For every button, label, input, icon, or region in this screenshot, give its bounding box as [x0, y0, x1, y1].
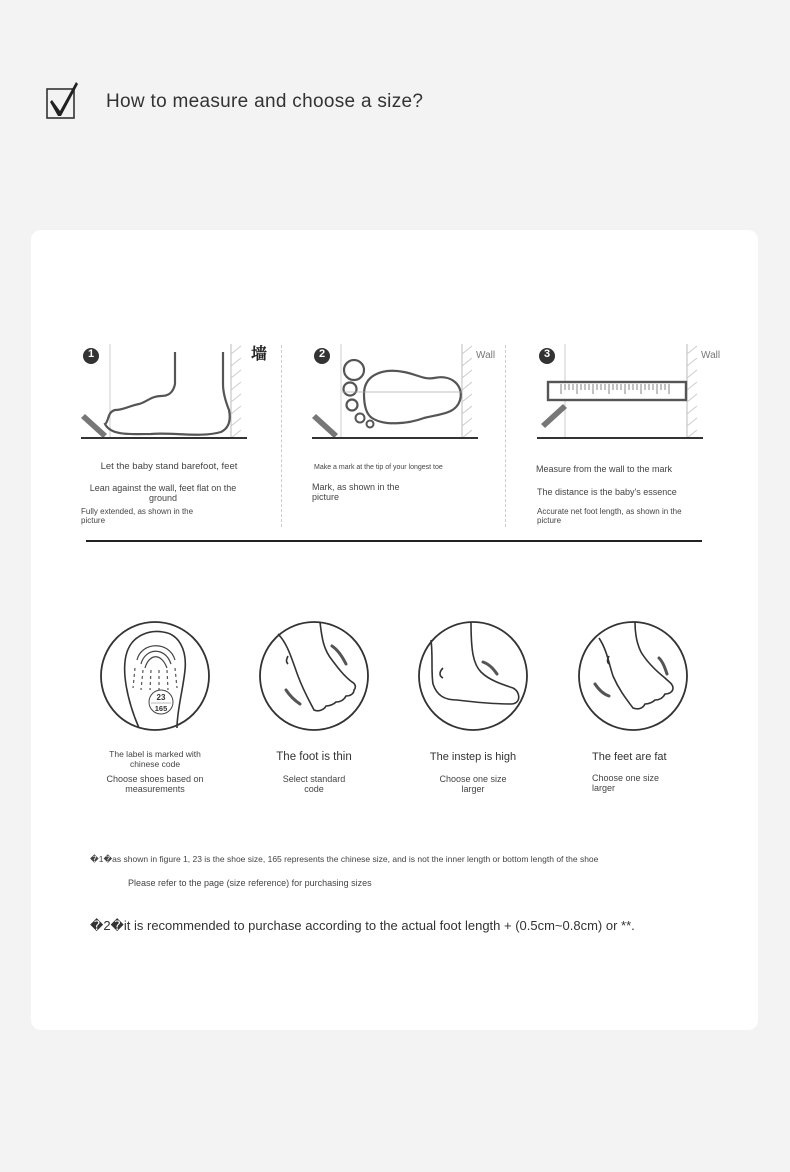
step-3-line2: The distance is the baby's essence	[537, 487, 677, 497]
label-shoe-size: 23	[156, 693, 166, 702]
foot-type-fat-illustration	[577, 620, 689, 732]
size-guide-card	[31, 230, 758, 1030]
divider-dashed-2	[505, 345, 506, 527]
foot-type-high-instep-illustration	[417, 620, 529, 732]
foot-type-label-illustration	[99, 620, 211, 732]
note-1: �1�as shown in figure 1, 23 is the shoe size, 165 represents the chinese size, and is not the inner length or bottom length of the shoe	[90, 854, 599, 864]
foot-type-2-desc: Select standard code	[282, 774, 346, 795]
divider-dashed-1	[281, 345, 282, 527]
foot-type-4-desc: Choose one size larger	[592, 773, 660, 794]
step-3-number: 3	[543, 348, 551, 360]
foot-type-3-desc: Choose one size larger	[439, 774, 507, 795]
foot-type-4-title: The feet are fat	[592, 751, 667, 763]
foot-type-1-title: The label is marked with chinese code	[109, 749, 201, 769]
foot-type-3-title: The instep is high	[429, 751, 517, 763]
foot-type-thin-illustration	[258, 620, 370, 732]
section-divider	[86, 540, 702, 542]
step-2-wall-label: Wall	[476, 350, 496, 361]
step-1-line3: Fully extended, as shown in the picture	[81, 507, 194, 526]
step-2-line1: Make a mark at the tip of your longest toe	[314, 464, 443, 471]
label-chinese-size: 165	[154, 704, 168, 713]
note-2: �2�it is recommended to purchase according to the actual foot length + (0.5cm~0.8cm) or **.	[90, 918, 635, 933]
step-2-number: 2	[318, 348, 326, 360]
step-1-line2: Lean against the wall, feet flat on the ground	[89, 483, 237, 504]
note-1-sub: Please refer to the page (size reference) for purchasing sizes	[128, 878, 372, 888]
foot-type-1-desc: Choose shoes based on measurements	[106, 774, 204, 795]
step-2-line2: Mark, as shown in the picture	[312, 482, 400, 503]
step-1-line1: Let the baby stand barefoot, feet	[100, 461, 238, 472]
step-3-line3: Accurate net foot length, as shown in the picture	[537, 507, 682, 526]
foot-type-2-title: The foot is thin	[276, 751, 352, 763]
step-3-line1: Measure from the wall to the mark	[536, 464, 673, 474]
checkbox-check-icon	[46, 80, 80, 122]
step-1-number: 1	[87, 348, 95, 360]
step-3-wall-label: Wall	[701, 350, 721, 361]
step-1-wall-label: 墙	[251, 346, 268, 363]
page-title: How to measure and choose a size?	[106, 91, 424, 112]
